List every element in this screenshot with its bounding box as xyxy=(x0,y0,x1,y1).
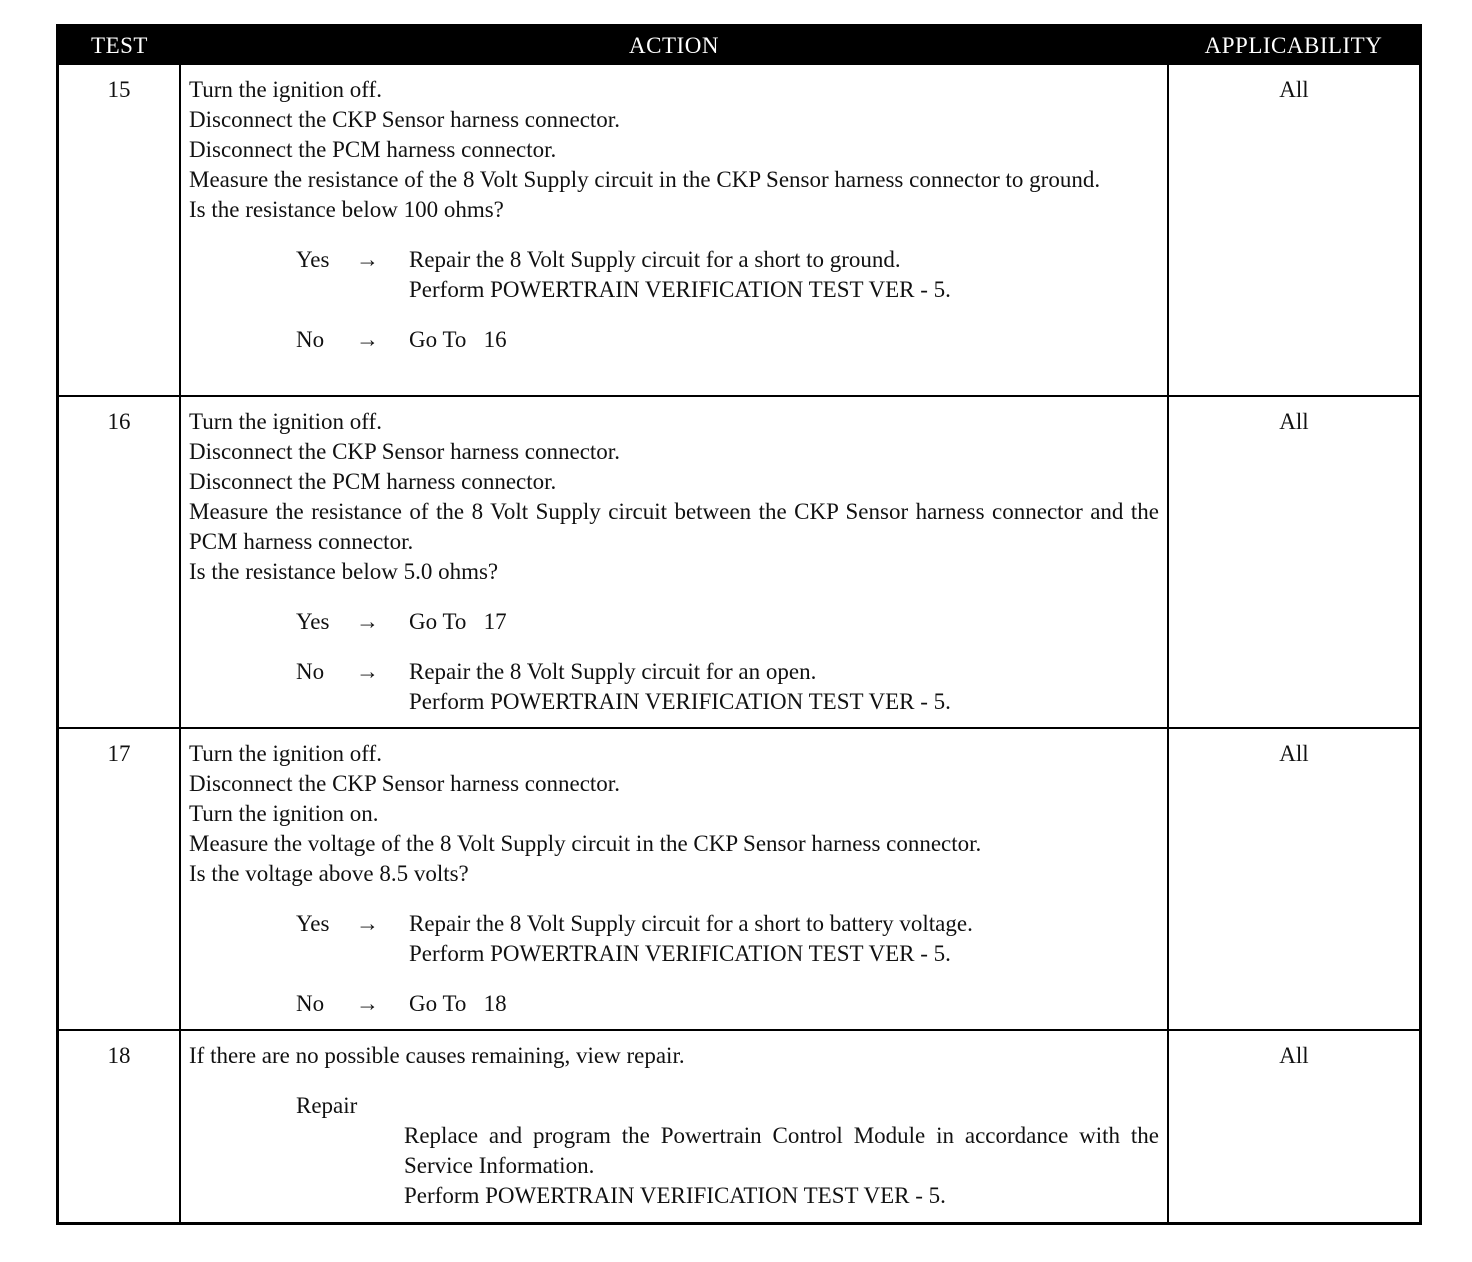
step: Disconnect the PCM harness connector. xyxy=(189,469,557,494)
repair-body xyxy=(404,1121,1159,1211)
action-cell xyxy=(180,1030,1168,1222)
result-line: Repair the 8 Volt Supply circuit for an open. xyxy=(409,659,817,684)
arrow-right-icon: → xyxy=(356,991,379,1016)
yes-branch xyxy=(189,607,1159,637)
table-row-test-15 xyxy=(59,65,1419,396)
yes-result xyxy=(409,245,1159,305)
arrow-right-icon: → xyxy=(356,609,379,634)
step-question: Is the resistance below 5.0 ohms? xyxy=(189,559,499,584)
no-branch xyxy=(189,989,1159,1019)
diagnostic-test-table xyxy=(59,27,1419,1222)
no-label: No xyxy=(296,659,325,684)
repair-perform: Perform POWERTRAIN VERIFICATION TEST VER - 5. xyxy=(404,1183,946,1208)
header-action: ACTION xyxy=(180,27,1168,65)
step: Measure the resistance of the 8 Volt Supply circuit between the CKP Sensor harness connector and the PCM harness connector. xyxy=(189,499,1159,554)
step: If there are no possible causes remaining, view repair. xyxy=(189,1043,685,1068)
table-row-test-18 xyxy=(59,1030,1419,1222)
applicability-value: All xyxy=(1168,65,1419,396)
no-result: Go To 16 xyxy=(409,327,507,352)
yes-label: Yes xyxy=(296,609,330,634)
step: Disconnect the CKP Sensor harness connector. xyxy=(189,439,620,464)
applicability-value: All xyxy=(1168,396,1419,728)
arrow-right-icon: → xyxy=(356,327,379,352)
yes-label: Yes xyxy=(296,911,330,936)
table-row-test-16 xyxy=(59,396,1419,728)
no-branch xyxy=(189,325,1159,355)
test-number: 15 xyxy=(59,65,180,396)
action-cell xyxy=(180,728,1168,1030)
arrow-right-icon: → xyxy=(356,659,379,684)
yes-result: Go To 17 xyxy=(409,609,507,634)
step: Measure the resistance of the 8 Volt Supply circuit in the CKP Sensor harness connector to ground. xyxy=(189,167,1101,192)
applicability-value: All xyxy=(1168,728,1419,1030)
result-line: Repair the 8 Volt Supply circuit for a short to battery voltage. xyxy=(409,911,973,936)
no-result: Go To 18 xyxy=(409,991,507,1016)
arrow-right-icon: → xyxy=(356,247,379,272)
test-number: 16 xyxy=(59,396,180,728)
repair-label: Repair xyxy=(296,1093,358,1118)
header-applicability: APPLICABILITY xyxy=(1168,27,1419,65)
yes-result xyxy=(409,909,1159,969)
test-number: 17 xyxy=(59,728,180,1030)
step: Turn the ignition off. xyxy=(189,77,382,102)
step: Disconnect the PCM harness connector. xyxy=(189,137,557,162)
step: Disconnect the CKP Sensor harness connector. xyxy=(189,771,620,796)
step-question: Is the voltage above 8.5 volts? xyxy=(189,861,469,886)
arrow-right-icon: → xyxy=(356,911,379,936)
result-line: Perform POWERTRAIN VERIFICATION TEST VER - 5. xyxy=(409,277,951,302)
step: Turn the ignition off. xyxy=(189,409,382,434)
result-line: Perform POWERTRAIN VERIFICATION TEST VER - 5. xyxy=(409,689,951,714)
no-label: No xyxy=(296,327,325,352)
no-branch xyxy=(189,657,1159,717)
table-header-row xyxy=(59,27,1419,65)
header-test: TEST xyxy=(59,27,180,65)
no-result xyxy=(409,657,1159,717)
yes-branch xyxy=(189,245,1159,305)
result-line: Repair the 8 Volt Supply circuit for a short to ground. xyxy=(409,247,901,272)
step: Turn the ignition on. xyxy=(189,801,379,826)
action-cell xyxy=(180,396,1168,728)
table-row-test-17 xyxy=(59,728,1419,1030)
applicability-value: All xyxy=(1168,1030,1419,1222)
yes-label: Yes xyxy=(296,247,330,272)
action-cell xyxy=(180,65,1168,396)
repair-text: Replace and program the Powertrain Control Module in accordance with the Service Information. xyxy=(404,1123,1159,1178)
test-number: 18 xyxy=(59,1030,180,1222)
yes-branch xyxy=(189,909,1159,969)
step: Disconnect the CKP Sensor harness connector. xyxy=(189,107,620,132)
result-line: Perform POWERTRAIN VERIFICATION TEST VER - 5. xyxy=(409,941,951,966)
step-question: Is the resistance below 100 ohms? xyxy=(189,197,504,222)
no-label: No xyxy=(296,991,325,1016)
diagnostic-test-table-frame xyxy=(56,24,1422,1225)
step: Measure the voltage of the 8 Volt Supply circuit in the CKP Sensor harness connector. xyxy=(189,831,982,856)
step: Turn the ignition off. xyxy=(189,741,382,766)
